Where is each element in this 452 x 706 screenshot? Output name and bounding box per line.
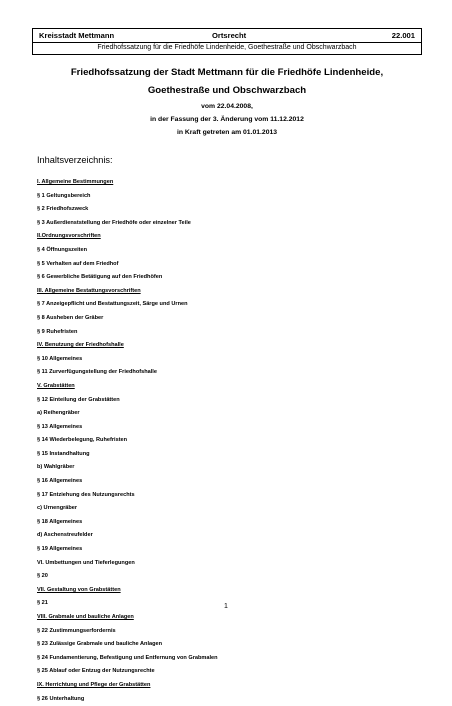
toc-entry: § 10 Allgemeines	[37, 355, 83, 362]
toc-section-heading: VII. Gestaltung von Grabstätten	[37, 586, 121, 593]
page-number: 1	[224, 603, 228, 610]
toc-entry: c) Urnengräber	[37, 505, 78, 512]
toc-heading: Inhaltsverzeichnis:	[37, 155, 113, 165]
toc-entry: § 23 Zulässige Grabmale und bauliche Anlagen	[37, 641, 163, 648]
date-line-1: vom 22.04.2008,	[201, 103, 253, 110]
toc-section-heading: IV. Benutzung der Friedhofshalle	[37, 342, 124, 349]
toc-entry: § 11 Zurverfügungstellung der Friedhofshalle	[37, 369, 157, 376]
toc-entry: § 17 Entziehung des Nutzungsrechts	[37, 491, 135, 498]
toc-entry: VI. Umbettungen und Tieferlegungen	[37, 559, 135, 566]
toc-section-heading: VIII. Grabmale und bauliche Anlagen	[37, 614, 134, 620]
toc-entry: § 1 Geltungsbereich	[37, 192, 91, 199]
header-municipality: Kreisstadt Mettmann	[39, 31, 115, 40]
toc-entry: b) Wahlgräber	[37, 464, 75, 471]
date-line-2: in der Fassung der 3. Änderung vom 11.12.2012	[150, 116, 304, 123]
document-title-line-2: Goethestraße und Obschwarzbach	[147, 85, 307, 96]
date-line-3: in Kraft getreten am 01.01.2013	[176, 129, 278, 136]
toc-entry: § 12 Einteilung der Grabstätten	[37, 396, 120, 403]
toc-entry: § 24 Fundamentierung, Befestigung und Entfernung von Grabmalen	[37, 654, 218, 661]
toc-section-heading: III. Allgemeine Bestattungsvorschriften	[37, 287, 141, 294]
header-subtitle: Friedhofssatzung für die Friedhöfe Lindenheide, Goethestraße und Obschwarzbach	[97, 44, 357, 51]
toc-entry: § 9 Ruhefristen	[37, 328, 78, 335]
toc-entry: § 22 Zustimmungserfordernis	[37, 627, 116, 634]
toc-section-heading: IX. Herrichtung und Pflege der Grabstätten	[37, 681, 151, 688]
toc-entry: § 8 Ausheben der Gräber	[37, 314, 104, 321]
header-divider	[33, 42, 421, 43]
toc-entry: § 18 Allgemeines	[37, 518, 83, 525]
toc-entry: § 7 Anzeigepflicht und Bestattungszeit, Särge und Urnen	[37, 301, 188, 308]
header-category: Ortsrecht	[212, 31, 247, 40]
toc-entry: a) Reihengräber	[37, 410, 80, 417]
toc-section-heading: II.Ordnungsvorschriften	[37, 233, 101, 240]
toc-entry: § 4 Öffnungszeiten	[37, 246, 88, 253]
toc-entry: § 25 Ablauf oder Entzug der Nutzungsrechte	[37, 668, 155, 675]
toc-entry: § 19 Allgemeines	[37, 546, 83, 553]
document-title-line-1: Friedhofssatzung der Stadt Mettmann für die Friedhöfe Lindenheide,	[70, 67, 384, 78]
toc-entry: § 16 Allgemeines	[37, 478, 83, 485]
table-of-contents	[37, 176, 218, 706]
toc-entry: § 26 Unterhaltung	[37, 695, 85, 702]
toc-entry: § 5 Verhalten auf dem Friedhof	[37, 260, 119, 267]
page-header	[32, 28, 422, 55]
toc-entry: § 3 Außerdienststellung der Friedhöfe oder einzelner Teile	[37, 219, 191, 226]
toc-entry: § 21	[37, 600, 48, 607]
toc-entry: § 6 Gewerbliche Betätigung auf den Friedhöfen	[37, 274, 163, 281]
toc-entry: § 14 Wiederbelegung, Ruhefristen	[37, 437, 128, 444]
toc-section-heading: I. Allgemeine Bestimmungen	[37, 179, 114, 185]
toc-entry: § 13 Allgemeines	[37, 423, 83, 430]
toc-entry: § 2 Friedhofszweck	[37, 206, 89, 213]
toc-section-heading: V. Grabstätten	[37, 382, 75, 389]
header-row	[39, 31, 415, 42]
toc-entry: d) Aschenstreufelder	[37, 532, 93, 539]
header-document-number: 22.001	[391, 31, 415, 40]
toc-entry: § 15 Instandhaltung	[37, 450, 90, 457]
toc-entry: § 20	[37, 573, 48, 580]
